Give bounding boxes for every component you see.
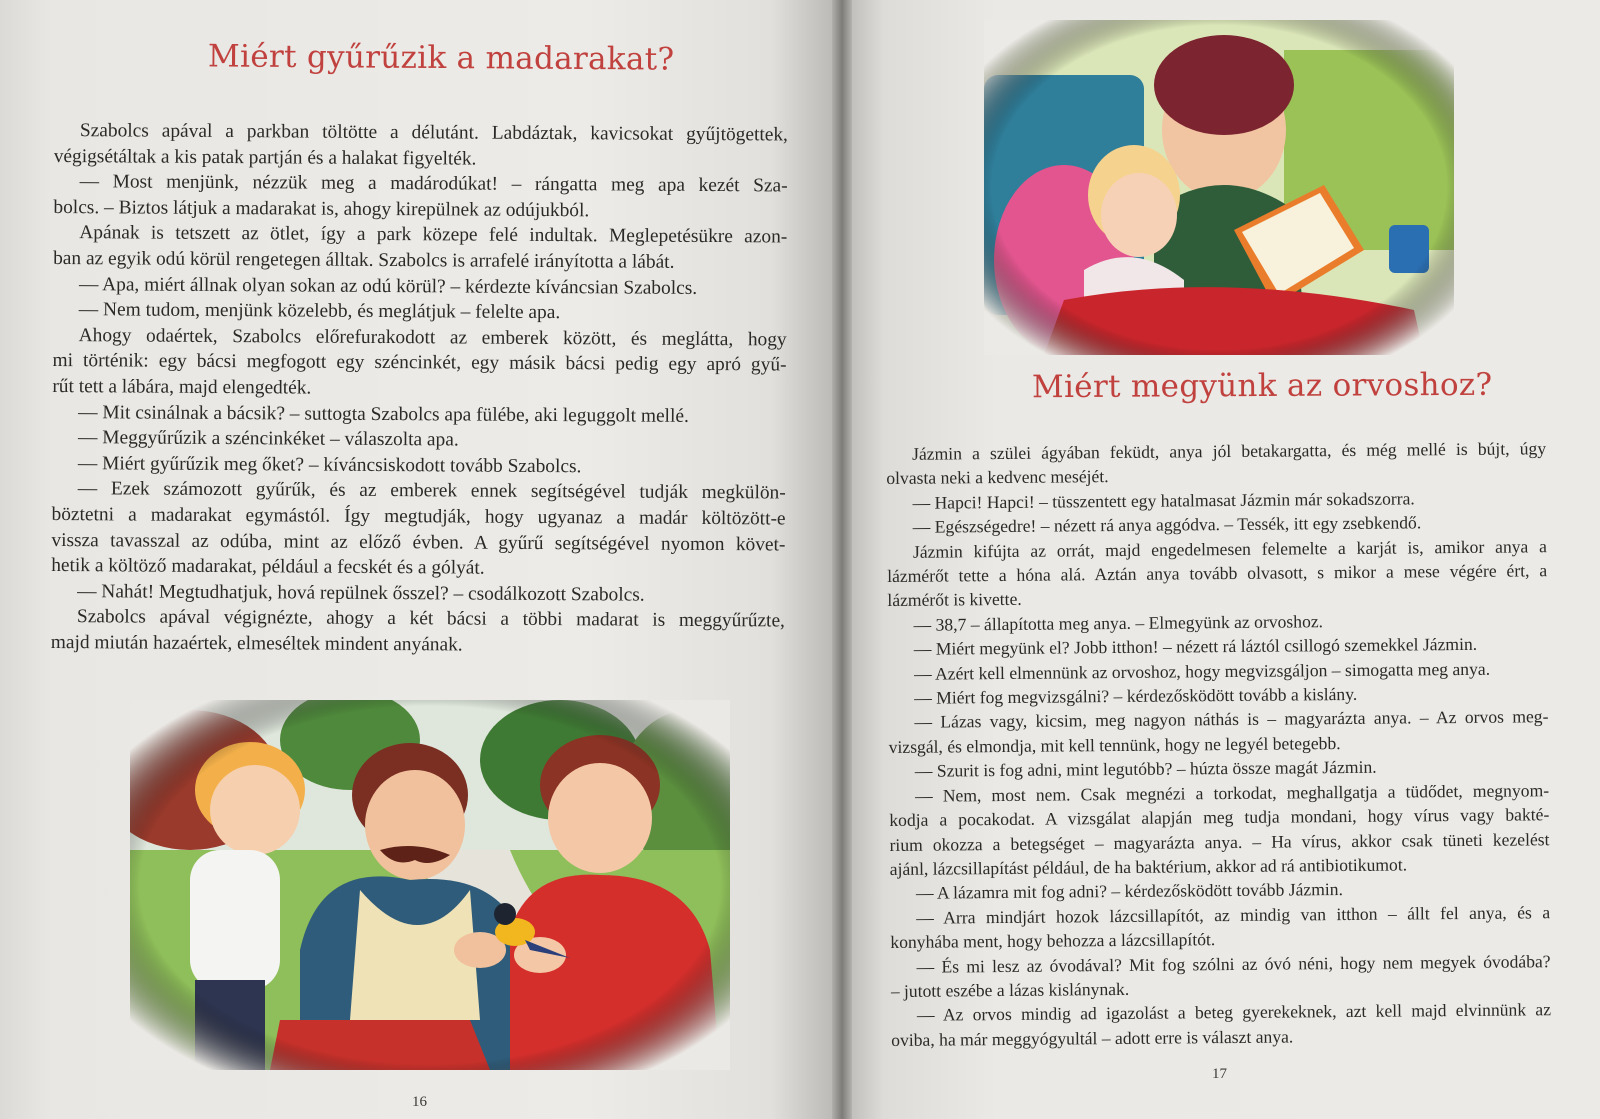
text-line: rűt tett a lábára, majd elengedték. (52, 375, 312, 399)
text-line: ban az egyik odú körül rengetegen álltak. Szabolcs is arrafelé irányította a lábát. (53, 247, 675, 273)
text-line: — És mi lesz az óvodával? Mit fog szólni az óvó néni, hogy nem megyek óvodába? (916, 950, 1551, 977)
text-line: — Nahát! Megtudhatjuk, hová repülnek ősszel? – csodálkozott Szabolcs. (77, 580, 645, 606)
text-line: — Lázas vagy, kicsim, meg nagyon náthás is – magyarázta anya. – Az orvos meg- (914, 706, 1549, 733)
text-line: kodja a pocakodat. A vizsgálat alapján meg tudja mondani, hogy vírus vagy bakté- (889, 804, 1550, 831)
text-line: Apának is tetszett az ötlet, így a park közepe felé indultak. Meglepetésükre azon- (79, 222, 788, 248)
text-line: rium okozza a betegséget – magyarázta anya. – Ha vírus, akkor csak tüneti kezelést (889, 828, 1550, 855)
text-line: — Arra mindjárt hozok lázcsillapítót, az mindig van itthon – állt fel anya, és a (916, 901, 1551, 928)
text-line: konyhába ment, hogy behozza a lázcsillapítót. (890, 929, 1216, 953)
text-line: — Miért megyünk el? Jobb itthon! – nézett rá láztól csillogó szemekkel Jázmin. (913, 634, 1478, 660)
text-line: — Egészségedre! – nézett rá anya aggódva. – Tessék, itt egy zsebkendő. (912, 512, 1422, 537)
text-line: lázmérőt is kivette. (887, 589, 1022, 611)
text-line: — Most menjünk, nézzük meg a madárodúkat! – rángatta meg apa kezét Sza- (79, 171, 788, 197)
right-page-number: 17 (1212, 1066, 1227, 1082)
text-line: — Az orvos mindig ad igazolást a beteg gyerekeknek, azt kell majd elvinnünk az (916, 999, 1552, 1026)
text-line: — Nem, most nem. Csak megnézi a torkodat, meghallgatja a tüdődet, megnyom- (914, 779, 1550, 806)
text-line: — Miért fog megvizsgálni? – kérdezősködött tovább a kislány. (914, 683, 1358, 708)
text-line: — 38,7 – állapította meg anya. – Elmegyünk az orvoshoz. (913, 611, 1324, 635)
text-line: oviba, ha már meggyógyultál – adott erre is választ anya. (891, 1026, 1294, 1050)
text-line: Szabolcs apával a parkban töltötte a délutánt. Labdáztak, kavicsokat gyűjtögettek, (79, 120, 788, 146)
text-line: — Hapci! Hapci! – tüsszentett egy hatalmasat Jázmin már sokadszorra. (912, 488, 1415, 513)
text-line: majd miután hazaértek, elmeséltek mindent anyának. (50, 631, 463, 656)
text-line: — Nem tudom, menjünk közelebb, és meglátjuk – felelte apa. (78, 299, 561, 324)
text-line: olvasta neki a kedvenc meséjét. (886, 466, 1109, 489)
text-line: — Azért kell elmennünk az orvoshoz, hogy megvizsgáljon – simogatta meg anya. (913, 658, 1491, 684)
text-line: lázmérőt tette a hóna alá. Aztán anya tovább olvasott, s mikor a mese végére ért, a (887, 560, 1548, 587)
text-line: vissza tavasszal az odúba, mint az előző évben. A gyűrű segítségével nyomon követ- (51, 529, 786, 555)
text-line: ajánl, lázcsillapítást például, de ha baktérium, akkor ad rá antibiotikumot. (889, 854, 1408, 879)
left-page-number: 16 (412, 1094, 427, 1110)
text-line: Jázmin a szülei ágyában feküdt, anya jól betakargatta, és még mellé is bújt, úgy (912, 438, 1547, 464)
right-page-story (886, 436, 1551, 1052)
book-gutter (832, 0, 852, 1119)
text-line: — Ezek számozott gyűrűk, és az emberek ennek segítségével tudják megkülön- (77, 478, 786, 504)
text-line: — Miért gyűrűzik meg őket? – kíváncsiskodott tovább Szabolcs. (77, 452, 582, 477)
text-line: Szabolcs apával végignézte, ahogy a két bácsi a többi madarat is meggyűrűzte, (76, 606, 786, 632)
text-line: hetik a költöző madarakat, például a fecskét és a gólyát. (51, 555, 485, 579)
text-line: mi történik: egy bácsi megfogott egy széncinkét, egy másik bácsi pedig egy apró gyű- (52, 350, 787, 376)
text-line: böztetni a madarakat egymástól. Így megtudják, hogy ugyanaz a madár költözött-e (51, 503, 786, 530)
text-line: — Apa, miért állnak olyan sokan az odú körül? – kérdezte kíváncsian Szabolcs. (78, 273, 698, 299)
left-page-title: Miért gyűrűzik a madarakat? (207, 38, 675, 78)
text-line: vizsgál, és elmondja, mit kell tennünk, hogy ne legyél betegebb. (888, 732, 1341, 757)
text-line: Jázmin kifújta az orrát, majd engedelmesen felemelte a karját is, amikor anya a (912, 535, 1548, 562)
text-line: bolcs. – Biztos látjuk a madarakat is, ahogy kirepülnek az odújukból. (53, 196, 590, 222)
text-line: Ahogy odaértek, Szabolcs előrefurakodott az emberek között, és meglátta, hogy (78, 324, 787, 351)
text-line: végigsétáltak a kis patak partján és a halakat figyelték. (53, 145, 477, 170)
park-bird-ringing-illustration (130, 700, 730, 1070)
text-line: — Meggyűrűzik a széncinkéket – válaszolta apa. (77, 427, 459, 451)
right-page-title: Miért megyünk az orvoshoz? (1031, 366, 1493, 406)
text-line: — A lázamra mit fog adni? – kérdezősködött tovább Jázmin. (915, 879, 1344, 904)
mother-reading-illustration (984, 20, 1454, 355)
text-line: — Mit csinálnak a bácsik? – suttogta Szabolcs apa fülébe, aki leguggolt mellé. (78, 401, 689, 427)
text-line: — Szurit is fog adni, mint legutóbb? – húzta össze magát Jázmin. (914, 757, 1377, 782)
left-page-story (51, 118, 788, 660)
text-line: – jutott eszébe a lázas kislánynak. (890, 978, 1130, 1001)
